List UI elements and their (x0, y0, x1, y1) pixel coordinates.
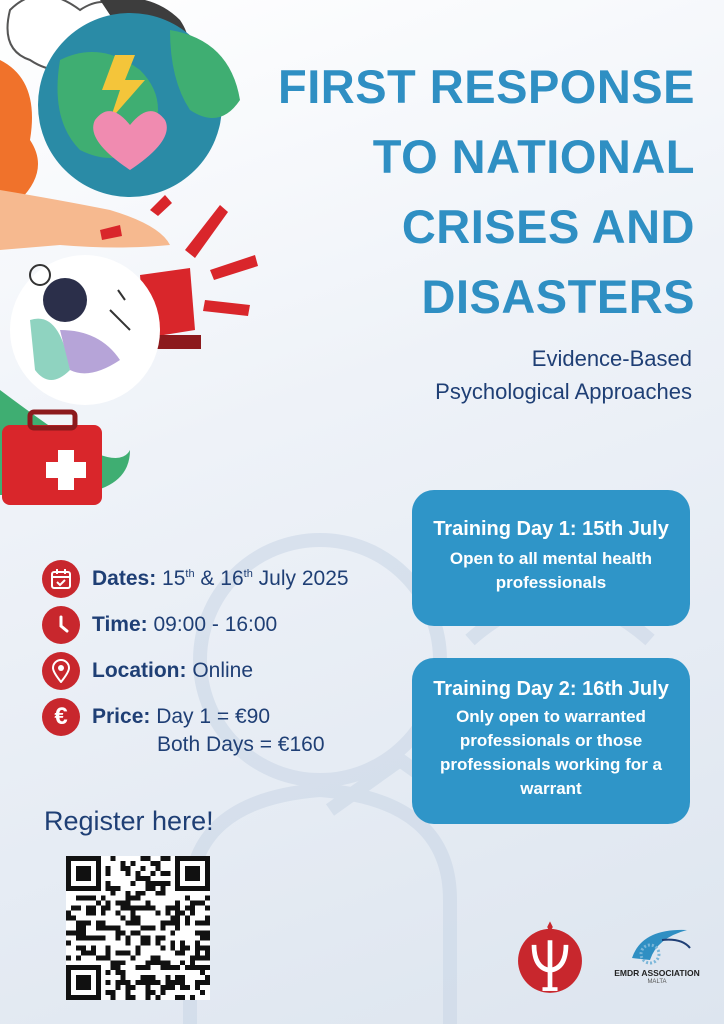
location-value: Online (186, 659, 254, 682)
dates-row (42, 558, 402, 600)
malta-chamber-logo (503, 912, 597, 1006)
dates-text (92, 567, 349, 591)
qr-code[interactable] (66, 856, 210, 1000)
price-text (92, 705, 270, 729)
price-both-days: Both Days = €160 (157, 733, 325, 756)
subtitle-line: Evidence-Based (531, 346, 692, 371)
title-line: FIRST RESPONSE (277, 60, 695, 113)
time-label: Time: (92, 613, 148, 636)
location-text (92, 659, 253, 683)
title-line: CRISES AND (401, 200, 695, 253)
card-title: Training Day 2: 16th July (433, 678, 669, 700)
training-day-2-card (412, 658, 690, 824)
time-text (92, 613, 277, 637)
title-line: DISASTERS (421, 270, 695, 323)
crisis-illustration (0, 0, 270, 515)
card-title: Training Day 1: 15th July (433, 518, 669, 540)
euro-icon: € (42, 698, 80, 736)
card-body: Open to all mental health professionals (449, 549, 653, 592)
emdr-logo-name: EMDR ASSOCIATION (614, 968, 700, 978)
time-value: 09:00 - 16:00 (147, 613, 278, 636)
calendar-icon (42, 560, 80, 598)
subtitle (330, 342, 692, 408)
location-row (42, 650, 402, 692)
dates-suffix: th (243, 568, 253, 580)
price-label: Price: (92, 705, 151, 728)
register-link[interactable]: Register here! (44, 806, 214, 836)
main-title (255, 52, 695, 332)
time-row (42, 604, 402, 646)
dates-label: Dates: (92, 567, 157, 590)
emdr-logo-sub: MALTA (647, 979, 667, 985)
price-row (42, 696, 402, 738)
dates-suffix: th (185, 568, 195, 580)
clock-icon (42, 606, 80, 644)
subtitle-line: Psychological Approaches (435, 379, 692, 404)
location-pin-icon (42, 652, 80, 690)
card-body: Only open to warranted professionals or those professionals working for a warrant (440, 707, 662, 798)
dates-value: & 16 (194, 567, 244, 590)
dates-value: 15 (156, 567, 186, 590)
title-line: TO NATIONAL (372, 130, 695, 183)
training-day-1-card (412, 490, 690, 626)
location-label: Location: (92, 659, 187, 682)
dates-value: July 2025 (252, 567, 349, 590)
price-value: Day 1 = €90 (150, 705, 271, 728)
